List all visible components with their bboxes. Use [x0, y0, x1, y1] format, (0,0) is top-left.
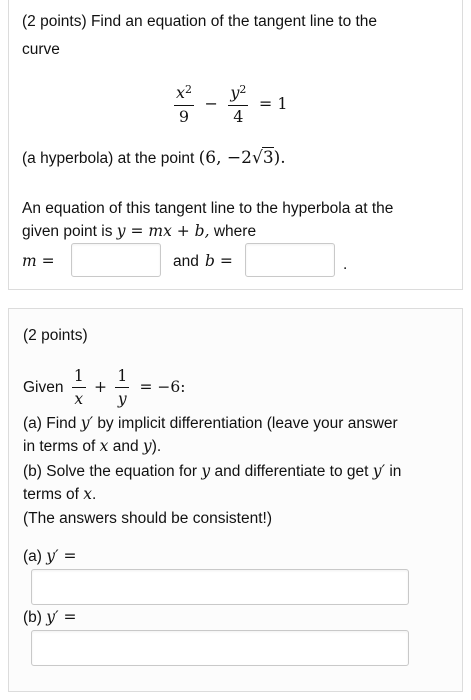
one-over-x: $\frac{1}{x}$ — [73, 367, 84, 408]
question-1-prompt-text: Find an equation of the tangent line to the — [90, 13, 378, 30]
m-input[interactable] — [71, 243, 161, 277]
period: . — [343, 256, 348, 273]
part-b-line2: terms of x. — [23, 485, 97, 503]
answer-instruction-line1: An equation of this tangent line to the hyperbola at the — [22, 200, 394, 217]
part-a-line1: (a) Find y′ by implicit differentiation (leave your answer — [23, 414, 398, 432]
answer-a-label: (a) y′ = — [23, 547, 77, 565]
question-1-points: (2 points) — [22, 13, 87, 30]
answer-instruction-line2: given point is y = mx + b, where — [22, 222, 257, 240]
question-2-points: (2 points) — [23, 327, 88, 344]
answer-a-input[interactable] — [31, 569, 409, 605]
y-squared-over-4: $\frac{y^2}{4}$ — [230, 83, 247, 126]
m-label: m = — [22, 252, 55, 270]
one-over-y: $\frac{1}{y}$ — [117, 367, 128, 408]
b-input[interactable] — [245, 243, 335, 277]
question-2-card — [8, 308, 463, 692]
consistency-note: (The answers should be consistent!) — [23, 510, 272, 527]
x-squared-over-9: $\frac{x^2}{9}$ — [176, 83, 193, 126]
part-b-line1: (b) Solve the equation for y and differentiate to get y′ in — [23, 462, 402, 480]
question-1-prompt-line2: curve — [22, 41, 60, 58]
answer-b-label: (b) y′ = — [23, 608, 77, 626]
and-label: and — [173, 253, 199, 270]
question-1-prompt-line1 — [22, 11, 377, 32]
point-coordinates: (6, −2√3). — [198, 148, 286, 168]
b-label: b = — [205, 252, 233, 270]
question-1-card — [8, 0, 463, 290]
answer-b-input[interactable] — [31, 630, 409, 666]
hyperbola-point-line: (a hyperbola) at the point (6, −2√3). — [22, 148, 286, 168]
part-a-line2: in terms of x and y). — [23, 437, 162, 455]
given-equation: Given $\frac{1}{x}$ + $\frac{1}{y}$ = −6: — [23, 367, 186, 408]
hyperbola-equation: $\frac{x^2}{9}$ − $\frac{y^2}{4}$ = 1 — [176, 83, 288, 126]
